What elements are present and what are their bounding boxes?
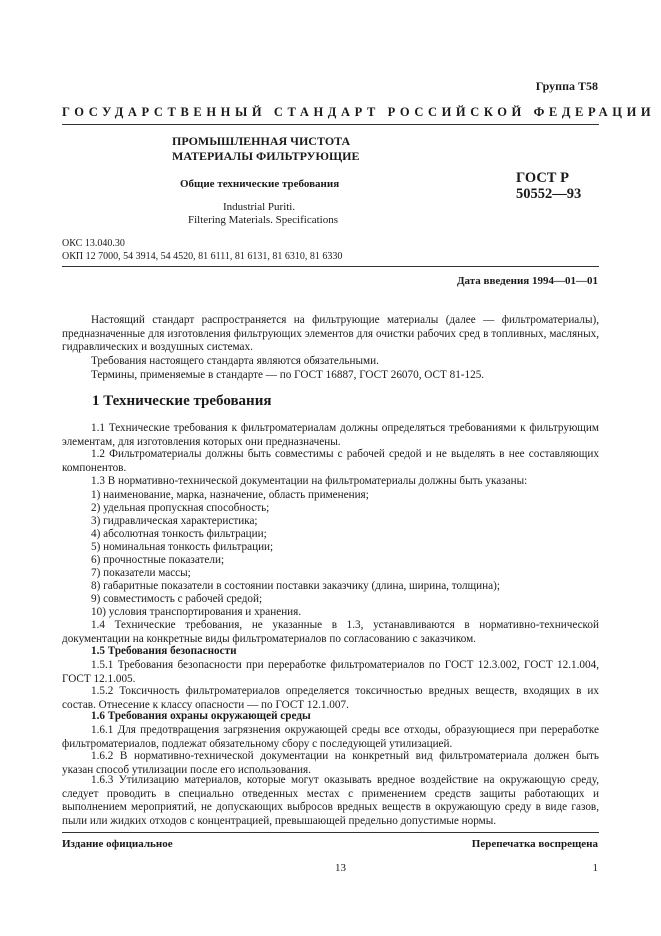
english-title-line2: Filtering Materials. Specifications [188, 214, 338, 226]
okp-codes: ОКП 12 7000, 54 3914, 54 4520, 81 6111, 81 6131, 81 6310, 81 6330 [62, 251, 343, 262]
gost-number-line1: ГОСТ Р [516, 170, 569, 186]
document-title-line2: МАТЕРИАЛЫ ФИЛЬТРУЮЩИЕ [172, 149, 360, 163]
top-rule [62, 124, 599, 125]
list-item: 9) совместимость с рабочей средой; [91, 593, 263, 605]
official-edition-label: Издание официальное [62, 838, 173, 850]
preamble-mandatory: Требования настоящего стандарта являются обязательными. [91, 355, 379, 367]
clause-1-4: 1.4 Технические требования, не указанные в 1.3, устанавливаются в нормативно-технической документации на конкретные виды фильтроматериалов по согласованию с заказчиком. [62, 619, 599, 645]
sheet-number: 1 [592, 862, 598, 874]
reprint-prohibited-label: Перепечатка воспрещена [471, 838, 598, 850]
clause-1-5-1: 1.5.1 Требования безопасности при переработке фильтроматериалов по ГОСТ 12.3.002, ГОСТ 12.1.004, ГОСТ 12.1.005. [62, 659, 599, 685]
subsection-heading-safety: 1.5 Требования безопасности [91, 645, 237, 657]
list-item: 8) габаритные показатели в состоянии поставки заказчику (длина, ширина, толщина); [91, 580, 500, 592]
list-item: 4) абсолютная тонкость фильтрации; [91, 528, 267, 540]
state-standard-heading: ГОСУДАРСТВЕННЫЙ СТАНДАРТ РОССИЙСКОЙ ФЕДЕРАЦИИ [62, 105, 656, 119]
list-item: 5) номинальная тонкость фильтрации; [91, 541, 274, 553]
mid-rule [62, 266, 599, 267]
clause-1-5-2: 1.5.2 Токсичность фильтроматериалов определяется токсичностью вредных веществ, входящих в их состав. Отнесение к классу опасности — по ГОСТ 12.1.007. [62, 685, 599, 711]
group-label: Группа Т58 [535, 79, 598, 93]
clause-1-6-1: 1.6.1 Для предотвращения загрязнения окружающей среды все отходы, образующиеся при переработке фильтроматериалов, подлежат обязательному сбору с последующей утилизацией. [62, 724, 599, 750]
document-subtitle: Общие технические требования [180, 178, 340, 190]
english-title-line1: Industrial Puriti. [223, 201, 296, 213]
okc-code: ОКС 13.040.30 [62, 238, 125, 249]
clause-1-1: 1.1 Технические требования к фильтроматериалам должны определяться требованиями к фильтрующим элементам, для изготовления которых они предназначены. [62, 422, 599, 448]
introduction-date: Дата введения 1994—01—01 [456, 275, 598, 287]
preamble-paragraph: Настоящий стандарт распространяется на фильтрующие материалы (далее — фильтроматериалы), предназначенные для изготовления фильтрующих элементов для очистки рабочих сред в топливных, масляных, гидравлических и воздушных системах. [62, 314, 599, 354]
clause-1-2: 1.2 Фильтроматериалы должны быть совместимы с рабочей средой и не выделять в нее составляющих компонентов. [62, 448, 599, 474]
document-title-line1: ПРОМЫШЛЕННАЯ ЧИСТОТА [172, 134, 351, 148]
list-item: 10) условия транспортирования и хранения. [91, 606, 302, 618]
footer-rule [62, 832, 599, 833]
clause-1-3: 1.3 В нормативно-технической документации на фильтроматериалы должны быть указаны: [91, 475, 528, 487]
preamble-terms: Термины, применяемые в стандарте — по ГОСТ 16887, ГОСТ 26070, ОСТ 81-125. [91, 369, 485, 381]
clause-1-6-2: 1.6.2 В нормативно-технической документации на конкретный вид фильтроматериала должен быть указан способ утилизации после его использования. [62, 750, 599, 776]
subsection-heading-environment: 1.6 Требования охраны окружающей среды [91, 710, 311, 722]
list-item: 3) гидравлическая характеристика; [91, 515, 258, 527]
list-item: 1) наименование, марка, назначение, область применения; [91, 489, 369, 501]
list-item: 7) показатели массы; [91, 567, 191, 579]
list-item: 2) удельная пропускная способность; [91, 502, 270, 514]
clause-1-6-3: 1.6.3 Утилизацию материалов, которые могут оказывать вредное воздействие на окружающую среду, следует проводить в специально отведенных местах с применением средств защиты работающих и выполнением мероприятий, не допускающих выбросов вредных веществ в окружающую среду в виде газов, пыли или жидких отходов с концентрацией, превышающей предельно допустимые нормы. [62, 774, 599, 827]
section-heading: 1 Технические требования [92, 393, 272, 409]
list-item: 6) прочностные показатели; [91, 554, 225, 566]
page-number: 13 [335, 862, 346, 874]
gost-number-line2: 50552—93 [516, 186, 582, 202]
